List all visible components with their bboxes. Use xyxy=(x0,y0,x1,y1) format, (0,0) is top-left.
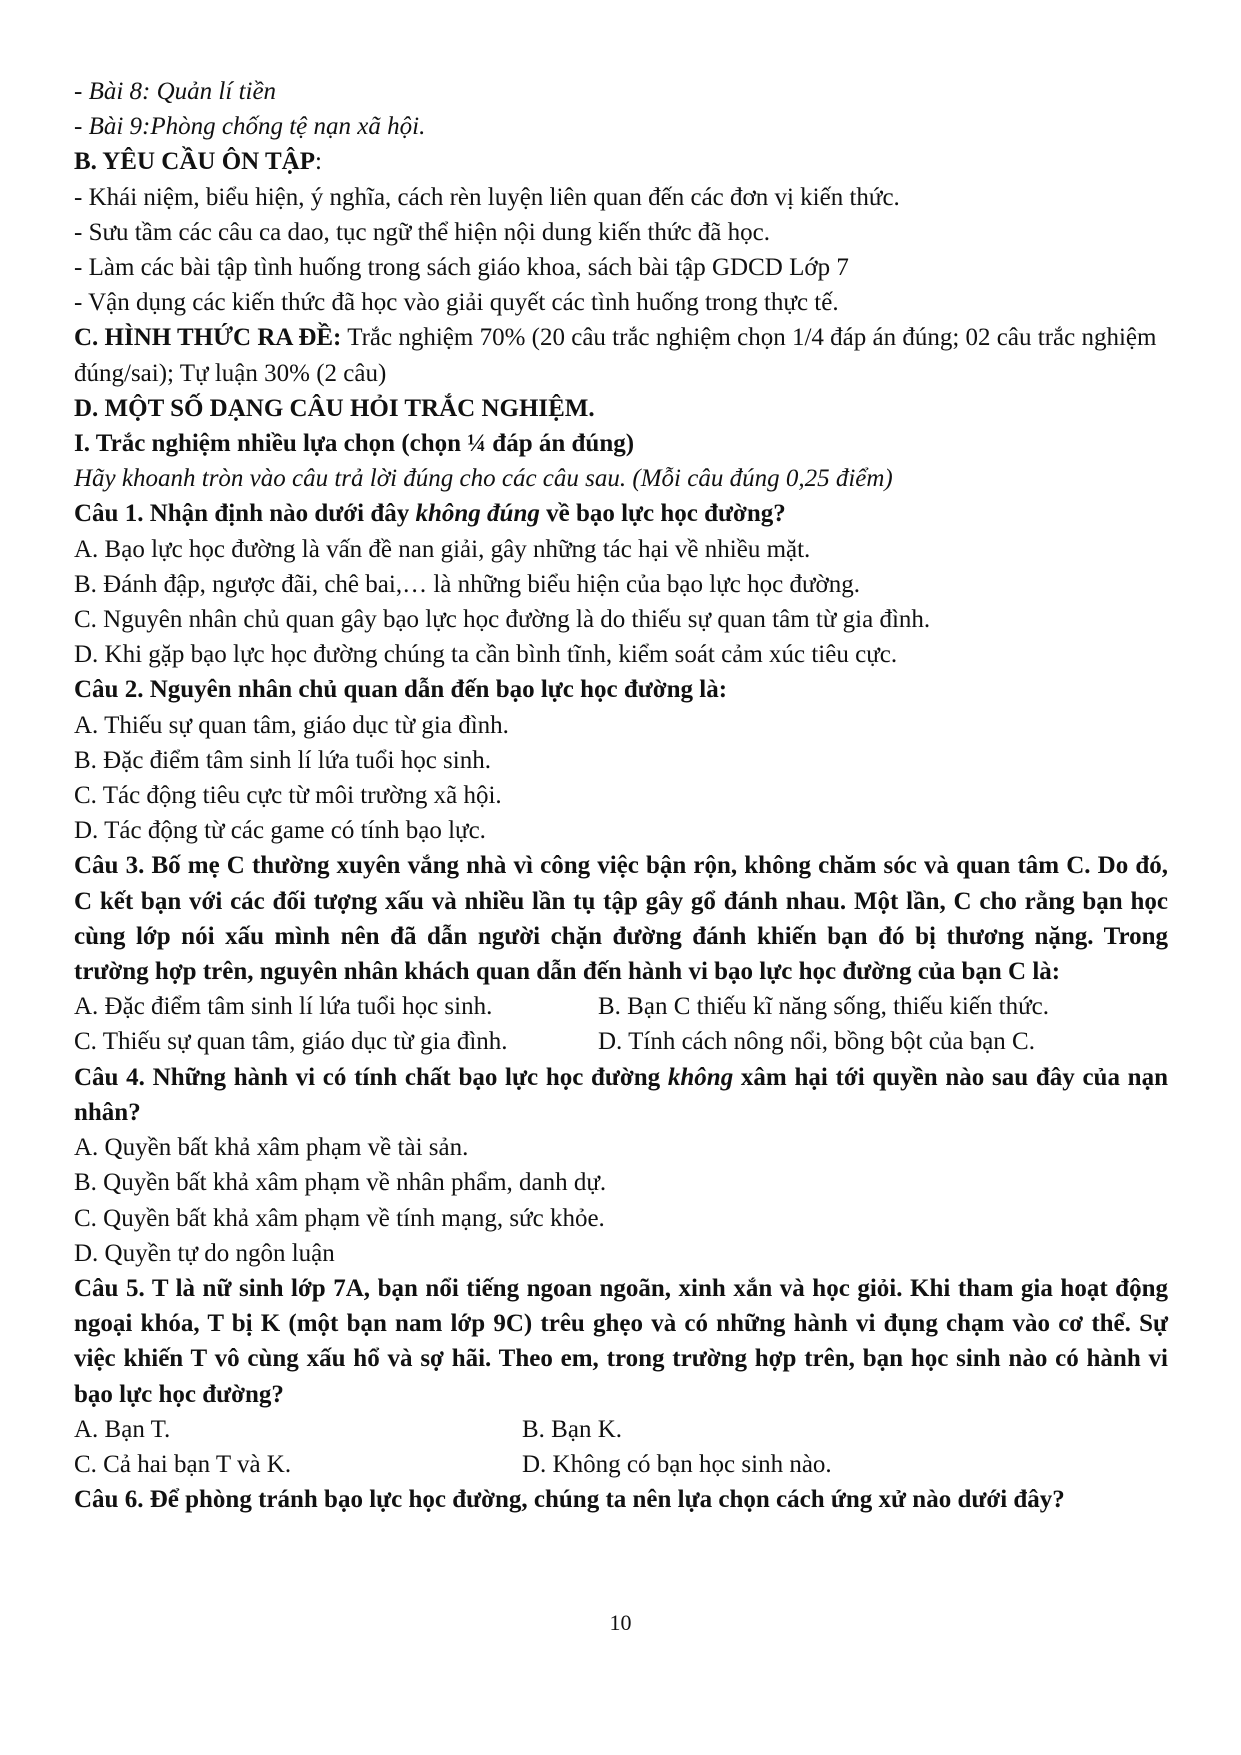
question-4-option-d: D. Quyền tự do ngôn luận xyxy=(74,1239,335,1267)
section-b-item: - Khái niệm, biểu hiện, ý nghĩa, cách rèn luyện liên quan đến các đơn vị kiến thức. xyxy=(74,183,900,211)
question-3-option-d: D. Tính cách nông nổi, bồng bột của bạn C. xyxy=(598,1028,1035,1056)
question-2-option-b: B. Đặc điểm tâm sinh lí lứa tuổi học sinh. xyxy=(74,746,491,774)
section-b-item: - Vận dụng các kiến thức đã học vào giải quyết các tình huống trong thực tế. xyxy=(74,289,839,317)
question-2: Câu 2. Nguyên nhân chủ quan dẫn đến bạo lực học đường là: xyxy=(74,676,728,704)
question-1-option-c: C. Nguyên nhân chủ quan gây bạo lực học đường là do thiếu sự quan tâm từ gia đình. xyxy=(74,606,931,634)
question-5-options-row-1 xyxy=(74,1412,1168,1447)
question-1-stem: Câu 1. Nhận định nào dưới đây xyxy=(74,500,416,528)
question-5-option-a: A. Bạn T. xyxy=(74,1415,171,1443)
question-5-option-d: D. Không có bạn học sinh nào. xyxy=(522,1450,832,1478)
question-3-options-row-1 xyxy=(74,989,1168,1024)
question-1-stem-end: về bạo lực học đường? xyxy=(539,500,786,528)
instruction-text: Hãy khoanh tròn vào câu trả lời đúng cho các câu sau. (Mỗi câu đúng 0,25 điểm) xyxy=(74,465,893,493)
question-4-emphasis: không xyxy=(667,1063,734,1091)
question-6: Câu 6. Để phòng tránh bạo lực học đường, chúng ta nên lựa chọn cách ứng xử nào dưới đây? xyxy=(74,1486,1065,1514)
question-5-options-row-2 xyxy=(74,1447,1168,1482)
question-3-option-b: B. Bạn C thiếu kĩ năng sống, thiếu kiến thức. xyxy=(598,993,1050,1021)
question-1-emphasis: không đúng xyxy=(415,500,540,528)
lesson-8: - Bài 8: Quản lí tiền xyxy=(74,78,277,105)
question-1-option-d: D. Khi gặp bạo lực học đường chúng ta cần bình tĩnh, kiểm soát cảm xúc tiêu cực. xyxy=(74,641,898,669)
section-c-paragraph xyxy=(74,320,1168,390)
question-3: Câu 3. Bố mẹ C thường xuyên vắng nhà vì công việc bận rộn, không chăm sóc và quan tâm C. Do đó, C kết bạn với các đối tượng xấu và nhiều lần tụ tập gây gổ đánh nhau. Một lần, C cho rằng bạn học cùng lớp nói xấu mình nên đã dẫn người chặn đường đánh khiến bạn đó bị thương nặng. Trong trường hợp trên, nguyên nhân khách quan dẫn đến hành vi bạo lực học đường của bạn C là: xyxy=(74,852,1168,986)
question-2-option-a: A. Thiếu sự quan tâm, giáo dục từ gia đình. xyxy=(74,711,509,739)
page-content xyxy=(74,74,1168,1517)
question-4-stem: Câu 4. Những hành vi có tính chất bạo lực học đường xyxy=(74,1063,668,1091)
question-3-option-a: A. Đặc điểm tâm sinh lí lứa tuổi học sinh. xyxy=(74,993,493,1021)
question-2-option-c: C. Tác động tiêu cực từ môi trường xã hội. xyxy=(74,782,502,810)
section-b-title: B. YÊU CẦU ÔN TẬP xyxy=(74,148,315,176)
question-5-option-c: C. Cả hai bạn T và K. xyxy=(74,1450,292,1478)
section-b-colon: : xyxy=(315,148,322,176)
question-4-option-b: B. Quyền bất khả xâm phạm về nhân phẩm, danh dự. xyxy=(74,1169,607,1197)
section-d-heading: D. MỘT SỐ DẠNG CÂU HỎI TRẮC NGHIỆM. xyxy=(74,394,595,422)
question-5-option-b: B. Bạn K. xyxy=(522,1415,622,1443)
question-2-option-d: D. Tác động từ các game có tính bạo lực. xyxy=(74,817,486,845)
question-3-options-row-2 xyxy=(74,1024,1168,1059)
page-number: 10 xyxy=(609,1610,632,1635)
question-1-option-a: A. Bạo lực học đường là vấn đề nan giải, gây những tác hại về nhiều mặt. xyxy=(74,535,811,563)
question-4 xyxy=(74,1060,1168,1130)
lesson-9: - Bài 9:Phòng chống tệ nạn xã hội. xyxy=(74,113,426,141)
question-3-option-c: C. Thiếu sự quan tâm, giáo dục từ gia đình. xyxy=(74,1028,508,1056)
section-b-item: - Sưu tầm các câu ca dao, tục ngữ thể hiện nội dung kiến thức đã học. xyxy=(74,218,770,246)
section-b-item: - Làm các bài tập tình huống trong sách giáo khoa, sách bài tập GDCD Lớp 7 xyxy=(74,254,849,282)
question-4-stem-end: xâm hại tới quyền nào sau đây của nạn nhân? xyxy=(74,1063,1168,1126)
question-4-option-a: A. Quyền bất khả xâm phạm về tài sản. xyxy=(74,1134,469,1162)
question-4-option-c: C. Quyền bất khả xâm phạm về tính mạng, sức khỏe. xyxy=(74,1204,605,1232)
question-1 xyxy=(74,496,1168,531)
question-5: Câu 5. T là nữ sinh lớp 7A, bạn nổi tiếng ngoan ngoãn, xinh xắn và học giỏi. Khi tham gia hoạt động ngoại khóa, T bị K (một bạn nam lớp 9C) trêu ghẹo và có những hành vi đụng chạm vào cơ thể. Sự việc khiến T vô cùng xấu hổ và sợ hãi. Theo em, trong trường hợp trên, bạn học sinh nào có hành vi bạo lực học đường? xyxy=(74,1274,1168,1408)
section-b-heading xyxy=(74,144,1168,179)
section-c-heading: C. HÌNH THỨC RA ĐỀ: xyxy=(74,324,342,352)
part-1-heading: I. Trắc nghiệm nhiều lựa chọn (chọn ¼ đáp án đúng) xyxy=(74,430,635,458)
question-1-option-b: B. Đánh đập, ngược đãi, chê bai,… là những biểu hiện của bạo lực học đường. xyxy=(74,570,860,598)
section-c-text: Trắc nghiệm 70% (20 câu trắc nghiệm chọn 1/4 đáp án đúng; 02 câu trắc nghiệm đúng/sai); Tự luận 30% (2 câu) xyxy=(74,324,1157,387)
